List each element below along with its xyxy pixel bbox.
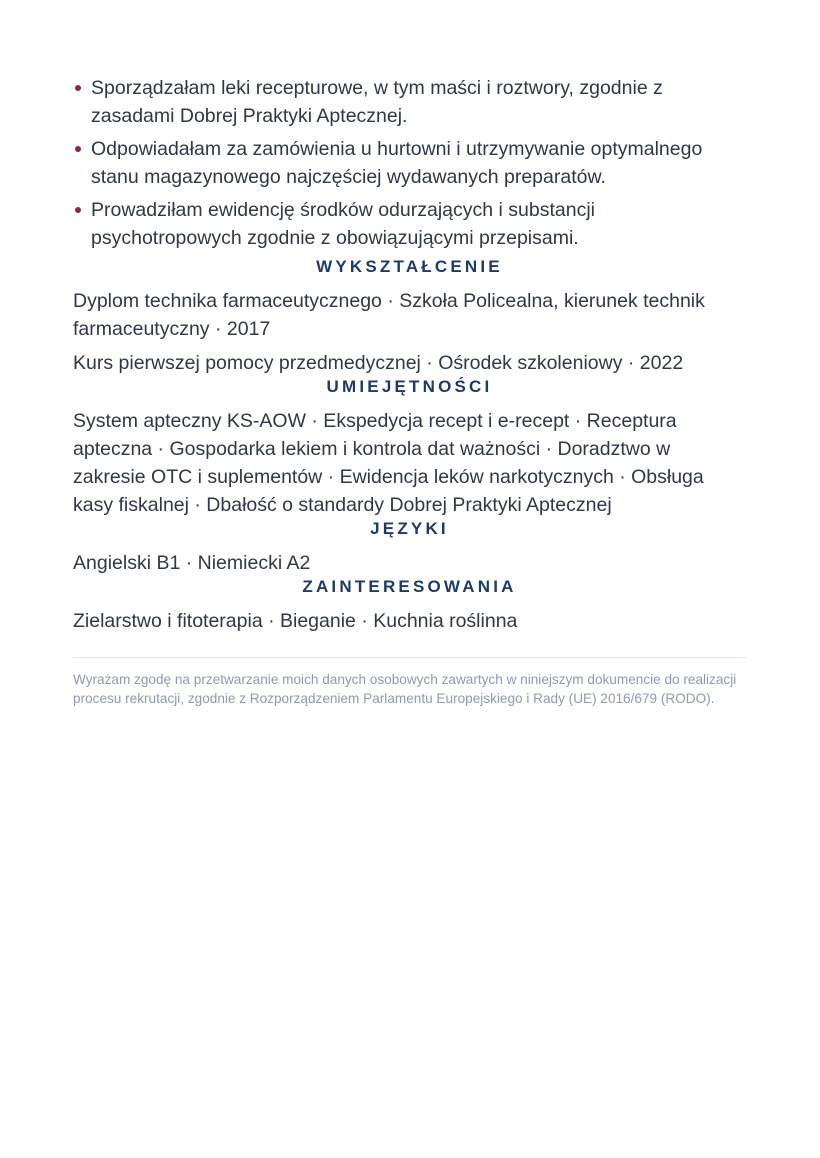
interests-text: Zielarstwo i fitoterapia · Bieganie · Kuchnia roślinna	[73, 610, 518, 632]
gdpr-consent-clause: Wyrażam zgodę na przetwarzanie moich danych osobowych zawartych w niniejszym dokumencie do realizacji procesu rekrutacji, zgodnie z Rozporządzeniem Parlamentu Europejskiego i Rady (UE) 2016/679 (RODO).	[73, 672, 737, 706]
bullet-dot-icon	[75, 207, 81, 213]
education-heading: WYKSZTAŁCENIE	[316, 257, 503, 276]
interests-heading: ZAINTERESOWANIA	[302, 577, 517, 596]
experience-bullet-list	[73, 74, 746, 252]
footer-divider	[73, 657, 746, 658]
languages-section	[73, 519, 746, 577]
experience-bullet	[73, 74, 746, 130]
languages-text: Angielski B1 · Niemiecki A2	[73, 552, 311, 574]
interests-section	[73, 577, 746, 635]
experience-bullet-text: Prowadziłam ewidencję środków odurzających i substancji psychotropowych zgodnie z obowiązującymi przepisami.	[91, 199, 595, 249]
education-entry: Kurs pierwszej pomocy przedmedycznej · Ośrodek szkoleniowy · 2022	[73, 352, 684, 374]
skills-heading: UMIEJĘTNOŚCI	[326, 377, 493, 396]
bullet-dot-icon	[75, 146, 81, 152]
experience-bullet	[73, 135, 746, 191]
skills-text: System apteczny KS-AOW · Ekspedycja recept i e-recept · Receptura apteczna · Gospodarka lekiem i kontrola dat ważności · Doradztwo w zakresie OTC i suplementów · Ewidencja leków narkotycznych · Obsługa kasy fiskalnej · Dbałość o standardy Dobrej Praktyki Aptecznej	[73, 410, 704, 516]
skills-section	[73, 377, 746, 519]
languages-heading: JĘZYKI	[370, 519, 449, 538]
education-section	[73, 257, 746, 377]
bullet-dot-icon	[75, 85, 81, 91]
experience-bullet	[73, 196, 746, 252]
education-entry: Dyplom technika farmaceutycznego · Szkoła Policealna, kierunek technik farmaceutyczny · 2017	[73, 290, 705, 340]
experience-bullet-text: Odpowiadałam za zamówienia u hurtowni i utrzymywanie optymalnego stanu magazynowego najczęściej wydawanych preparatów.	[91, 138, 703, 188]
experience-bullet-text: Sporządzałam leki recepturowe, w tym maści i roztwory, zgodnie z zasadami Dobrej Praktyki Aptecznej.	[91, 77, 663, 127]
